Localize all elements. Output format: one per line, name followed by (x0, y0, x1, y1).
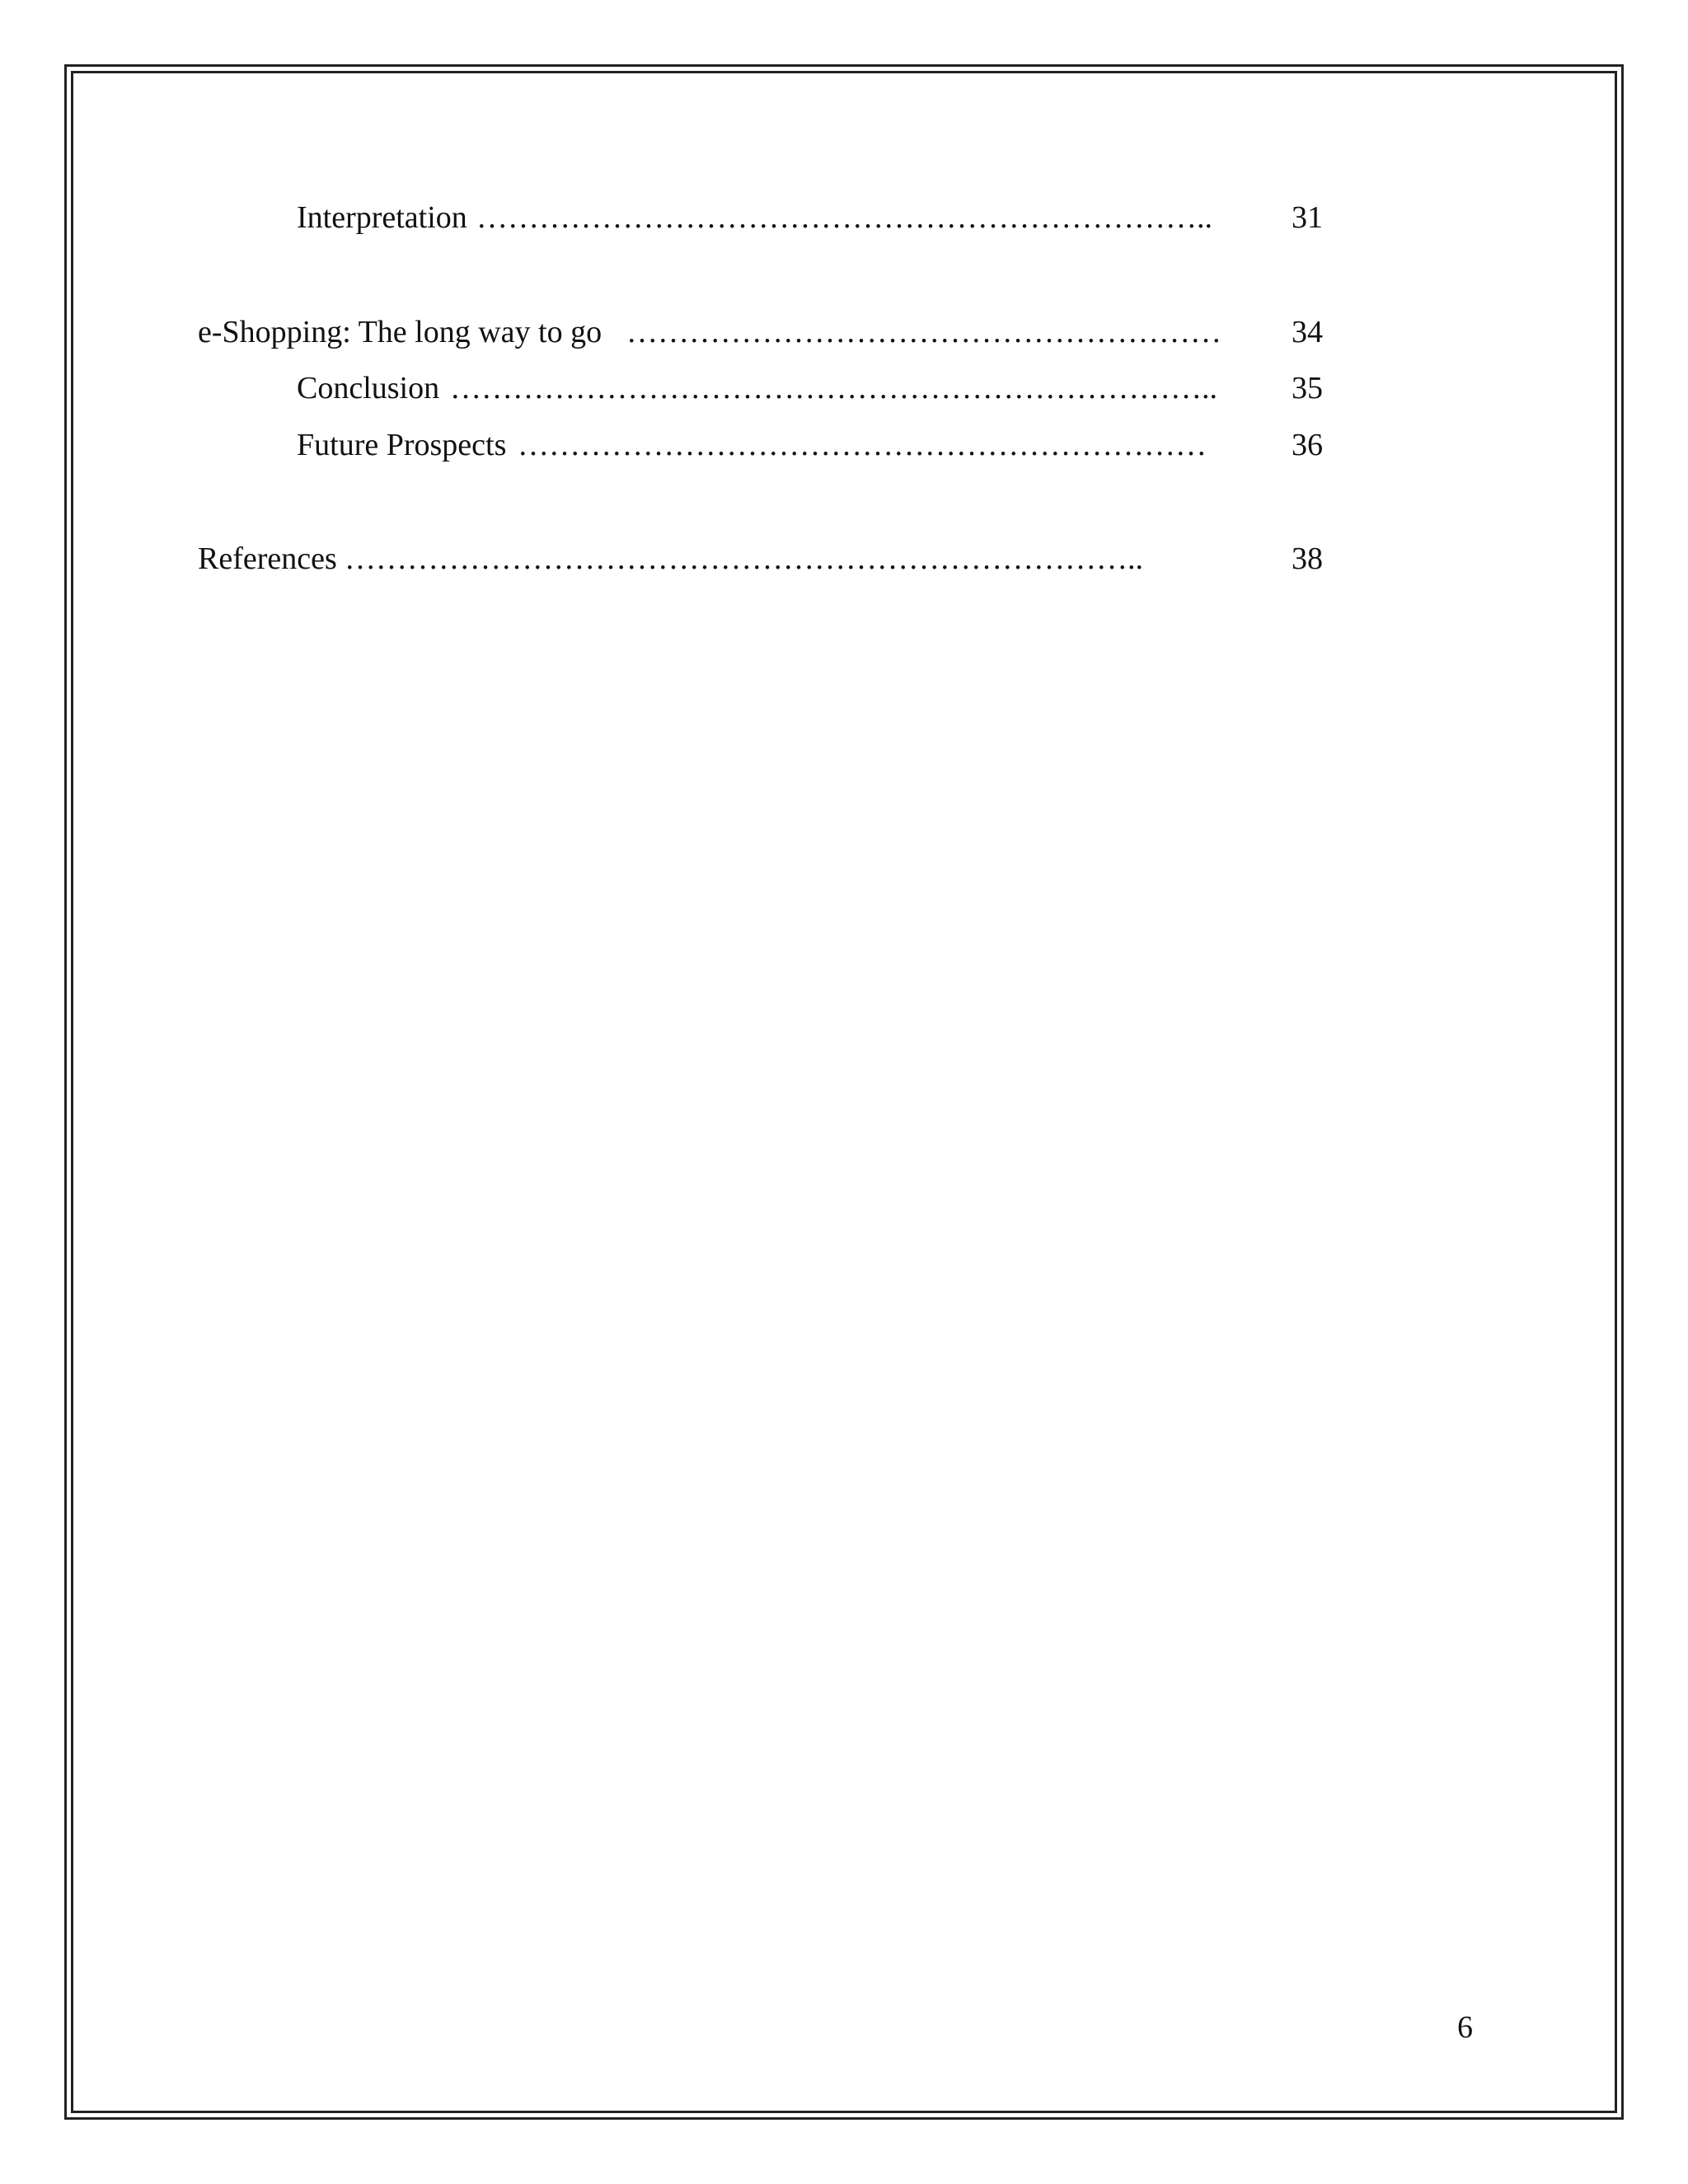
toc-entry-page: 36 (1292, 428, 1323, 462)
toc-entry-title: Future Prospects (297, 428, 507, 462)
toc-entry-page: 38 (1292, 541, 1323, 576)
toc-entry-title: References (198, 541, 337, 576)
page-number: 6 (1457, 2010, 1473, 2045)
toc-entry-leader-dots: ………………………………………………………………….. (345, 541, 1143, 576)
toc-entry-leader-dots: ……………………………………………………………….. (450, 371, 1217, 405)
toc-entry-references (198, 536, 1323, 582)
toc-entry-page: 31 (1292, 200, 1323, 235)
toc-entry-title: Conclusion (297, 371, 440, 405)
toc-entry-conclusion (297, 365, 1323, 411)
toc-entry-title: e-Shopping: The long way to go (198, 315, 603, 349)
toc-entry-e-shopping (198, 309, 1323, 355)
toc-entry-future-prospects (297, 422, 1323, 468)
toc-entry-title: Interpretation (297, 200, 467, 235)
toc-entry-leader-dots: ………………………………………………………… (518, 428, 1207, 462)
toc-entry-interpretation (297, 194, 1323, 241)
toc-entry-page: 34 (1292, 315, 1323, 349)
toc-entry-page: 35 (1292, 371, 1323, 405)
toc-entry-leader-dots: …………………………………………………………….. (476, 200, 1212, 235)
toc-entry-leader-dots: ………………………………………………… (626, 315, 1221, 349)
